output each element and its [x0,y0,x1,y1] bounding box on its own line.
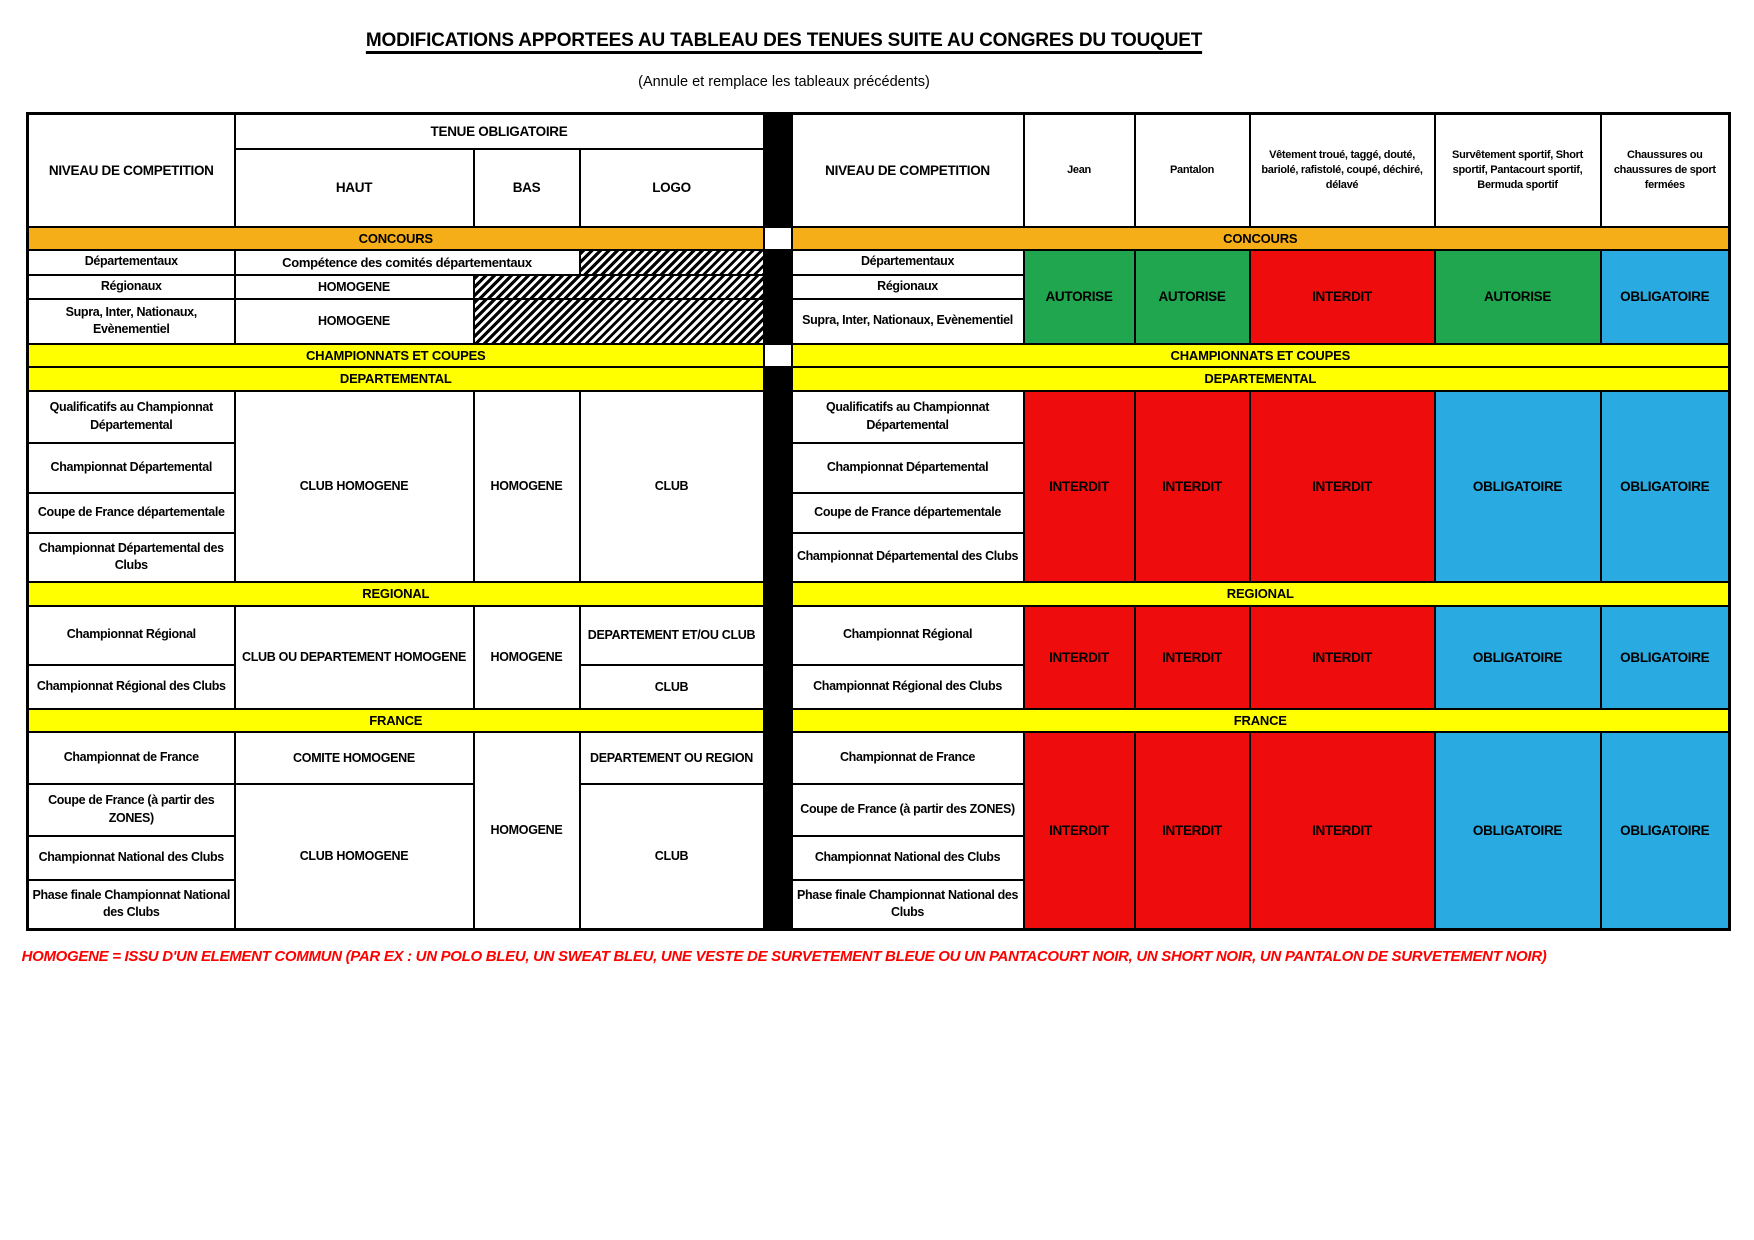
row-label-supra-left: Supra, Inter, Nationaux, Evènementiel [28,299,235,344]
cell-bas-regional: HOMOGENE [474,606,580,709]
status-regional-survetement: OBLIGATOIRE [1435,606,1601,709]
row-label-championnat-departemental-right: Championnat Départemental [792,443,1024,493]
row-label-coupe-de-france-zones-right: Coupe de France (à partir des ZONES) [792,784,1024,836]
status-concours-chaussures: OBLIGATOIRE [1601,250,1730,344]
divider-gap-concours [764,227,792,250]
left-subheader-bas: BAS [474,149,580,227]
status-france-pantalon: INTERDIT [1135,732,1250,930]
hatched-cell-bas-logo-regionaux [474,275,764,299]
cell-haut-france-rows2-4: CLUB HOMOGENE [235,784,474,930]
status-departemental-chaussures: OBLIGATOIRE [1601,391,1730,582]
status-regional-vetement: INTERDIT [1250,606,1435,709]
band-departemental-right: DEPARTEMENTAL [792,367,1730,391]
page-subtitle: (Annule et remplace les tableaux précédents) [638,74,930,90]
row-label-supra-right: Supra, Inter, Nationaux, Evènementiel [792,299,1024,344]
band-championnats-left: CHAMPIONNATS ET COUPES [28,344,764,367]
status-departemental-jean: INTERDIT [1024,391,1135,582]
cell-logo-france-rows2-4: CLUB [580,784,764,930]
cell-haut-departemental: CLUB HOMOGENE [235,391,474,582]
divider-header-segment [764,114,792,227]
status-concours-survetement: AUTORISE [1435,250,1601,344]
status-regional-chaussures: OBLIGATOIRE [1601,606,1730,709]
row-label-departementaux-left: Départementaux [28,250,235,275]
row-label-coupe-de-france-zones-left: Coupe de France (à partir des ZONES) [28,784,235,836]
row-label-regionaux-right: Régionaux [792,275,1024,299]
cell-logo-regional-row2: CLUB [580,665,764,709]
band-concours-right: CONCOURS [792,227,1730,250]
cell-competence-comites: Compétence des comités départementaux [235,250,580,275]
divider-lower-segment [764,367,792,930]
status-france-chaussures: OBLIGATOIRE [1601,732,1730,930]
row-label-coupe-departementale-left: Coupe de France départementale [28,493,235,533]
band-championnats-right: CHAMPIONNATS ET COUPES [792,344,1730,367]
status-france-survetement: OBLIGATOIRE [1435,732,1601,930]
right-header-pantalon: Pantalon [1135,114,1250,227]
cell-haut-regional: CLUB OU DEPARTEMENT HOMOGENE [235,606,474,709]
cell-logo-regional-row1: DEPARTEMENT ET/OU CLUB [580,606,764,665]
status-concours-jean: AUTORISE [1024,250,1135,344]
right-header-vetement-troue: Vêtement troué, taggé, douté, bariolé, rafistolé, coupé, déchiré, délavé [1250,114,1435,227]
page-heading [0,30,1568,90]
cell-haut-supra: HOMOGENE [235,299,474,344]
band-concours-left: CONCOURS [28,227,764,250]
cell-haut-france-row1: COMITE HOMOGENE [235,732,474,784]
divider-concours-segment [764,250,792,344]
row-label-phase-finale-left: Phase finale Championnat National des Clubs [28,880,235,930]
tenues-table [26,112,1731,931]
left-header-niveau-de-competition: NIVEAU DE COMPETITION [28,114,235,227]
status-concours-vetement: INTERDIT [1250,250,1435,344]
status-regional-pantalon: INTERDIT [1135,606,1250,709]
row-label-qualificatifs-right: Qualificatifs au Championnat Départemental [792,391,1024,443]
row-label-championnat-regional-right: Championnat Régional [792,606,1024,665]
status-france-jean: INTERDIT [1024,732,1135,930]
status-departemental-vetement: INTERDIT [1250,391,1435,582]
status-france-vetement: INTERDIT [1250,732,1435,930]
band-regional-right: REGIONAL [792,582,1730,606]
status-concours-pantalon: AUTORISE [1135,250,1250,344]
right-header-survetement-sportif: Survêtement sportif, Short sportif, Pantacourt sportif, Bermuda sportif [1435,114,1601,227]
cell-logo-departemental: CLUB [580,391,764,582]
status-departemental-pantalon: INTERDIT [1135,391,1250,582]
status-departemental-survetement: OBLIGATOIRE [1435,391,1601,582]
row-label-championnat-departemental-left: Championnat Départemental [28,443,235,493]
homogene-footnote: HOMOGENE = ISSU D'UN ELEMENT COMMUN (PAR EX : UN POLO BLEU, UN SWEAT BLEU, UNE VESTE DE SURVETEMENT BLEUE OU UN PANTACOURT NOIR, UN SHORT NOIR, UN PANTALON DE SURVETEMENT NOIR) [21,948,1547,965]
band-departemental-left: DEPARTEMENTAL [28,367,764,391]
row-label-departementaux-right: Départementaux [792,250,1024,275]
row-label-coupe-departementale-right: Coupe de France départementale [792,493,1024,533]
status-regional-jean: INTERDIT [1024,606,1135,709]
hatched-cell-bas-logo-supra [474,299,764,344]
row-label-regionaux-left: Régionaux [28,275,235,299]
band-regional-left: REGIONAL [28,582,764,606]
row-label-championnat-de-france-left: Championnat de France [28,732,235,784]
row-label-qualificatifs-left: Qualificatifs au Championnat Départemental [28,391,235,443]
cell-haut-regionaux: HOMOGENE [235,275,474,299]
left-header-tenue-obligatoire: TENUE OBLIGATOIRE [235,114,764,149]
row-label-championnat-national-clubs-left: Championnat National des Clubs [28,836,235,880]
band-france-right: FRANCE [792,709,1730,732]
left-subheader-haut: HAUT [235,149,474,227]
cell-logo-france-row1: DEPARTEMENT OU REGION [580,732,764,784]
row-label-championnat-national-clubs-right: Championnat National des Clubs [792,836,1024,880]
hatched-cell-logo-departementaux [580,250,764,275]
row-label-phase-finale-right: Phase finale Championnat National des Clubs [792,880,1024,930]
footnote-wrap [0,948,1568,965]
page-title: MODIFICATIONS APPORTEES AU TABLEAU DES TENUES SUITE AU CONGRES DU TOUQUET [365,30,1203,51]
row-label-championnat-regional-clubs-right: Championnat Régional des Clubs [792,665,1024,709]
row-label-championnat-departemental-clubs-right: Championnat Départemental des Clubs [792,533,1024,582]
row-label-championnat-regional-clubs-left: Championnat Régional des Clubs [28,665,235,709]
divider-gap-championnats [764,344,792,367]
row-label-championnat-de-france-right: Championnat de France [792,732,1024,784]
right-header-chaussures: Chaussures ou chaussures de sport fermées [1601,114,1730,227]
left-subheader-logo: LOGO [580,149,764,227]
right-header-jean: Jean [1024,114,1135,227]
row-label-championnat-departemental-clubs-left: Championnat Départemental des Clubs [28,533,235,582]
cell-bas-france: HOMOGENE [474,732,580,930]
band-france-left: FRANCE [28,709,764,732]
cell-bas-departemental: HOMOGENE [474,391,580,582]
right-header-niveau-de-competition: NIVEAU DE COMPETITION [792,114,1024,227]
row-label-championnat-regional-left: Championnat Régional [28,606,235,665]
